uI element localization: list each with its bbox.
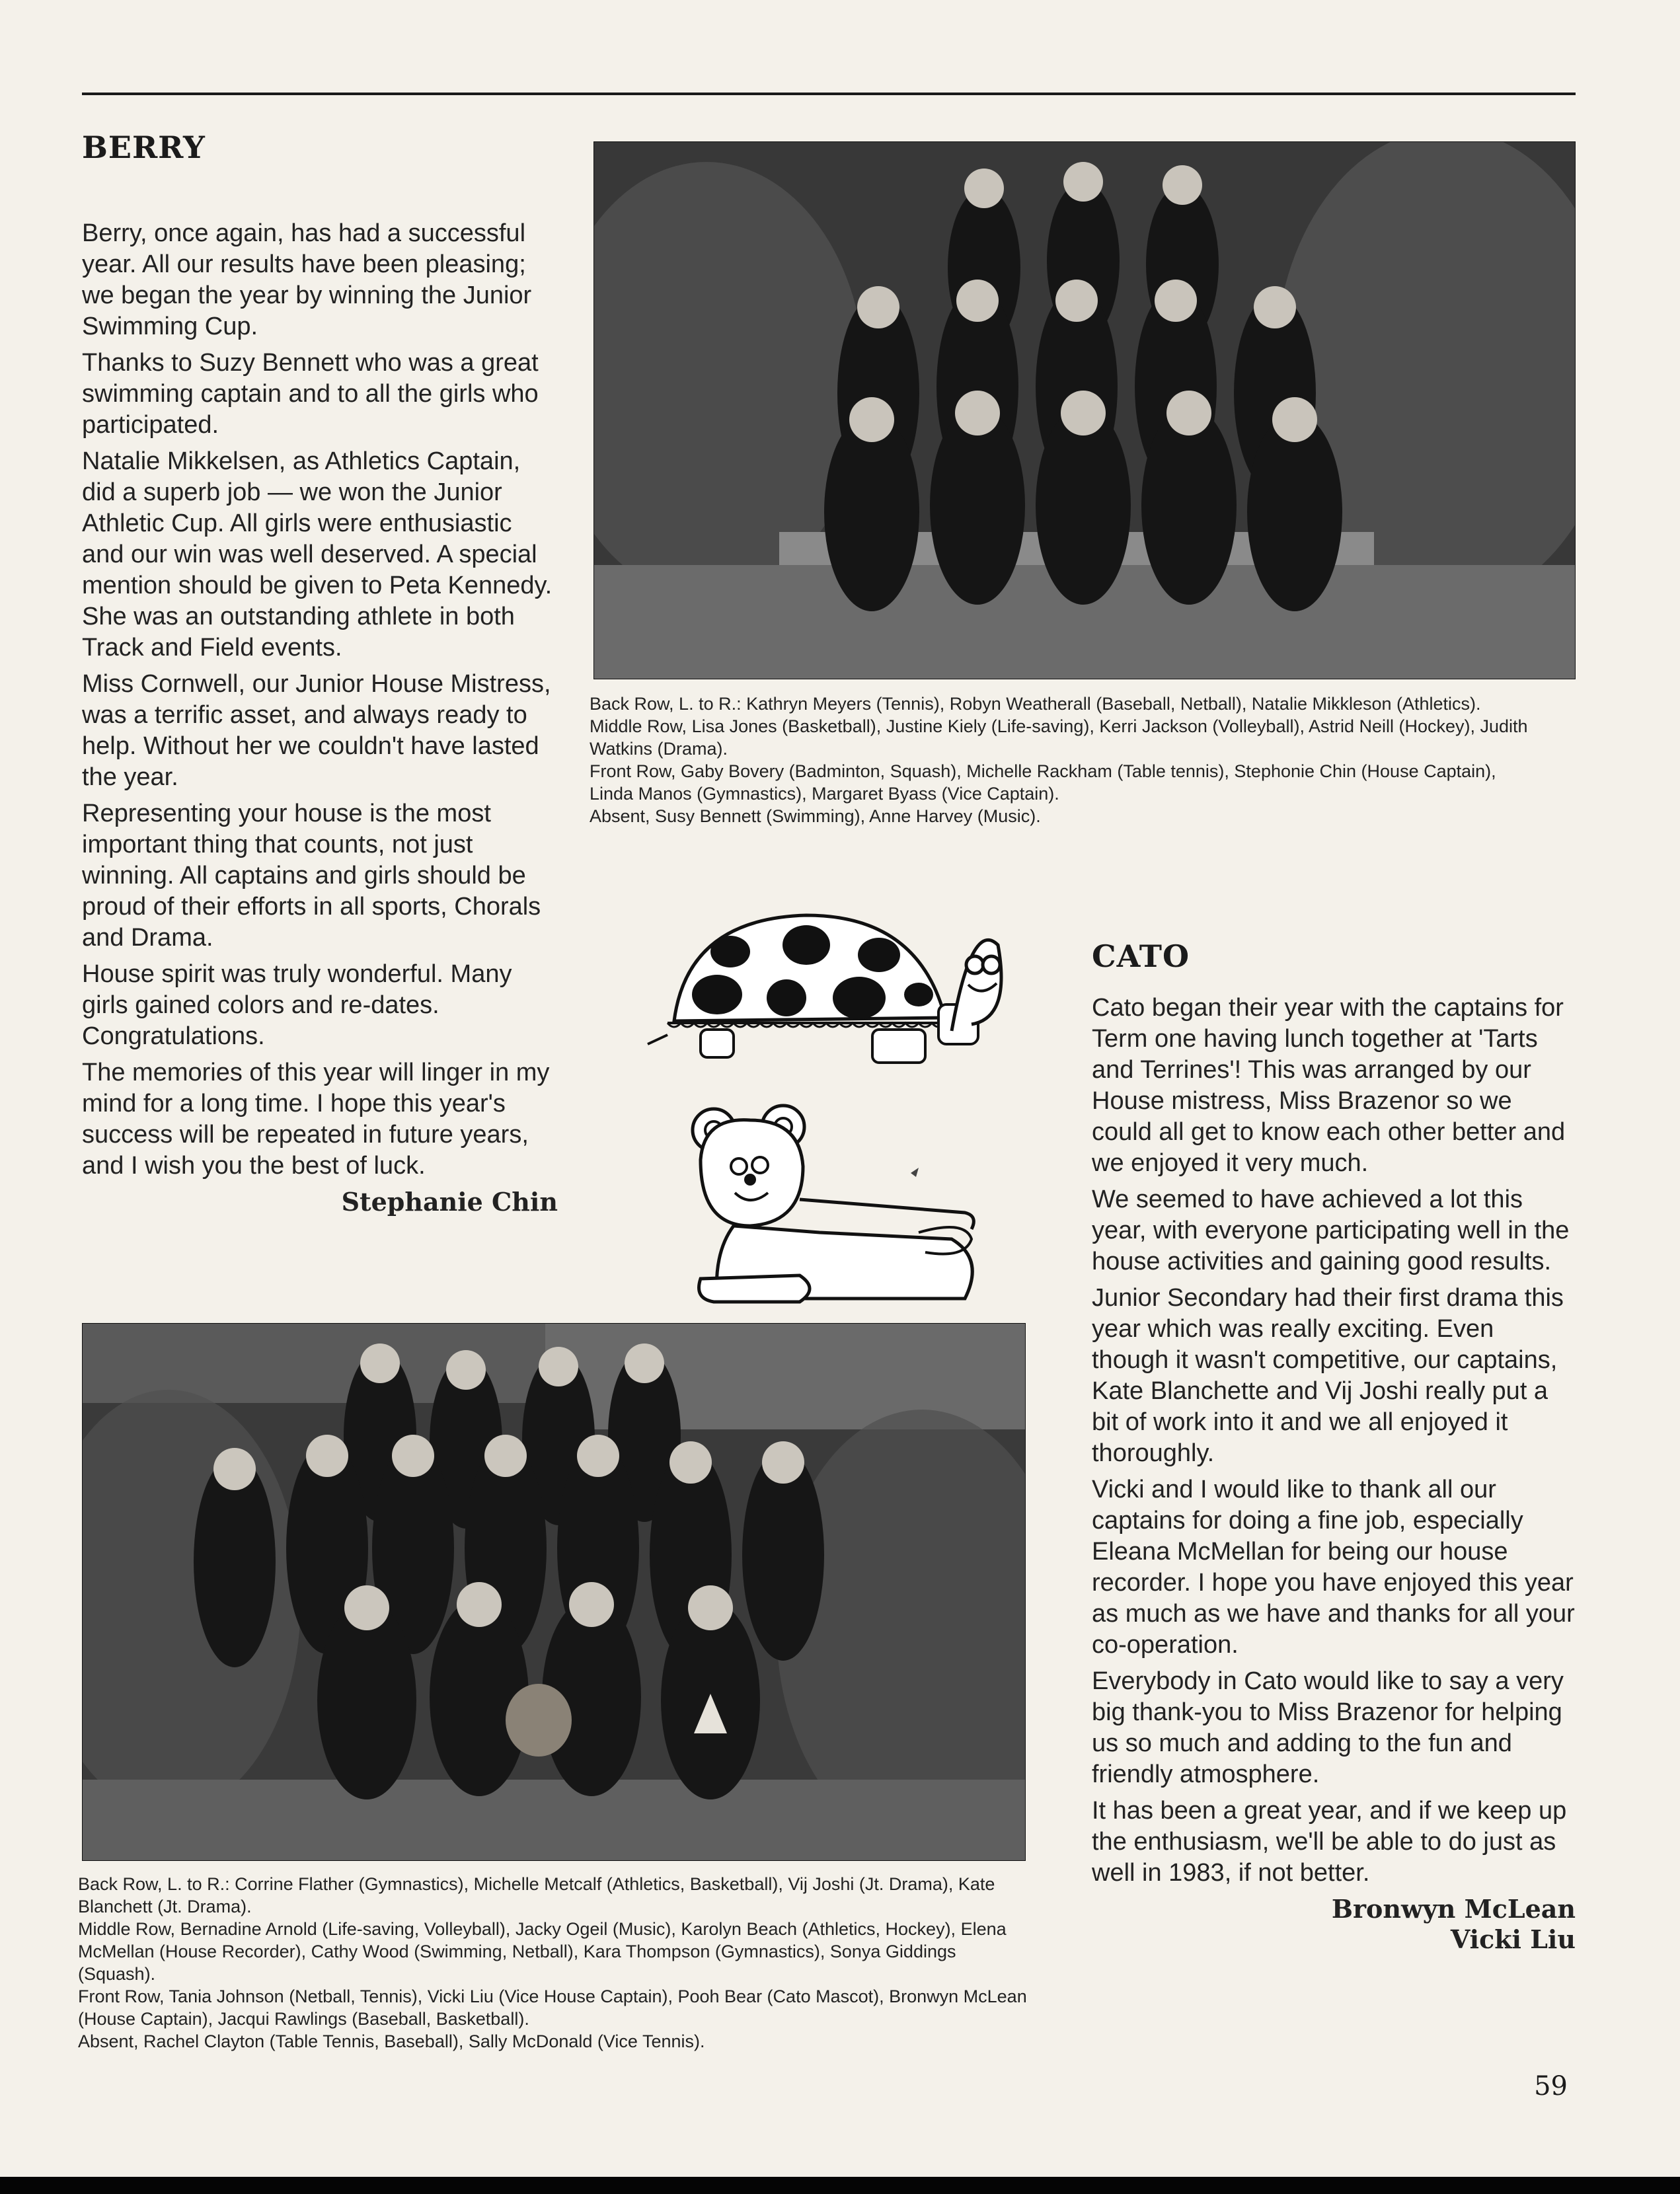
cato-paragraph: Vicki and I would like to thank all our captains for doing a fine job, especially Eleana McMellan for being our house recorder. I hope you have enjoyed this year as much as we have and thanks for all your co-operation. xyxy=(1092,1476,1575,1659)
caption-line: Middle Row, Lisa Jones (Basketball), Justine Kiely (Life-saving), Kerri Jackson (Volleyball), Astrid Neill (Hockey), Judith Watkins (Drama). xyxy=(590,716,1528,759)
berry-article xyxy=(82,218,558,1217)
cato-paragraph: Everybody in Cato would like to say a very big thank-you to Miss Brazenor for helping us so much and adding to the fun and friendly atmosphere. xyxy=(1092,1667,1564,1788)
cato-group-photo xyxy=(82,1323,1026,1861)
berry-paragraph: Berry, once again, has had a successful year. All our results have been pleasing; we began the year by winning the Junior Swimming Cup. xyxy=(82,219,532,340)
berry-group-photo xyxy=(593,141,1576,679)
cato-signature: Bronwyn McLean xyxy=(1331,1894,1576,1924)
berry-paragraph: Natalie Mikkelsen, as Athletics Captain, did a superb job — we won the Junior Athletic Cup. All girls were enthusiastic and our win was well deserved. A special mention should be given to Peta Kennedy. She was an outstanding athlete in both Track and Field events. xyxy=(82,447,553,662)
bear-drawing xyxy=(687,1100,1005,1312)
berry-paragraph: Miss Cornwell, our Junior House Mistress, was a terrific asset, and always ready to help. Without her we couldn't have lasted the year. xyxy=(82,670,551,791)
berry-heading: BERRY xyxy=(82,130,206,165)
berry-paragraph: Thanks to Suzy Bennett who was a great swimming captain and to all the girls who participated. xyxy=(82,349,539,439)
berry-caption xyxy=(590,693,1528,827)
caption-line: Front Row, Gaby Bovery (Badminton, Squash), Michelle Rackham (Table tennis), Stephonie Chin (House Captain), Linda Manos (Gymnastics), Margaret Byass (Vice Captain). xyxy=(590,761,1496,804)
caption-line: Absent, Susy Bennett (Swimming), Anne Harvey (Music). xyxy=(590,806,1041,826)
berry-paragraph: Representing your house is the most important thing that counts, not just winning. All captains and girls should be proud of their efforts in all sports, Chorals and Drama. xyxy=(82,800,541,952)
cato-signature: Vicki Liu xyxy=(1450,1924,1576,1954)
page-number: 59 xyxy=(1534,2071,1568,2101)
scan-edge xyxy=(0,2177,1680,2194)
cato-paragraph: It has been a great year, and if we keep up the enthusiasm, we'll be able to do just as well in 1983, if not better. xyxy=(1092,1797,1567,1887)
turtle-drawing xyxy=(641,905,1038,1084)
cato-caption xyxy=(78,1873,1030,2053)
cato-heading: CATO xyxy=(1092,938,1190,974)
berry-signature: Stephanie Chin xyxy=(341,1187,558,1217)
cato-article xyxy=(1092,993,1576,1955)
cato-paragraph: Junior Secondary had their first drama this year which was really exciting. Even though it wasn't competitive, our captains, Kate Blanchette and Vij Joshi really put a bit of work into it and we all enjoyed it thoroughly. xyxy=(1092,1284,1564,1467)
top-rule xyxy=(82,93,1576,95)
caption-line: Front Row, Tania Johnson (Netball, Tennis), Vicki Liu (Vice House Captain), Pooh Bear (Cato Mascot), Bronwyn McLean (House Captain), Jacqui Rawlings (Baseball, Basketball). xyxy=(78,1986,1027,2029)
caption-line: Absent, Rachel Clayton (Table Tennis, Baseball), Sally McDonald (Vice Tennis). xyxy=(78,2031,705,2051)
cato-paragraph: Cato began their year with the captains for Term one having lunch together at 'Tarts and Terrines'! This was arranged by our House mistress, Miss Brazenor so we could all get to know each other better and we enjoyed it very much. xyxy=(1092,994,1566,1177)
berry-paragraph: The memories of this year will linger in my mind for a long time. I hope this year's success will be repeated in future years, and I wish you the best of luck. xyxy=(82,1059,550,1180)
berry-photo-illustration xyxy=(594,142,1575,679)
caption-line: Back Row, L. to R.: Corrine Flather (Gymnastics), Michelle Metcalf (Athletics, Basketball), Vij Joshi (Jt. Drama), Kate Blanchett (Jt. Drama). xyxy=(78,1874,995,1916)
caption-line: Back Row, L. to R.: Kathryn Meyers (Tennis), Robyn Weatherall (Baseball, Netball), Natalie Mikkleson (Athletics). xyxy=(590,694,1481,714)
berry-paragraph: House spirit was truly wonderful. Many girls gained colors and re-dates. Congratulations. xyxy=(82,960,512,1050)
caption-line: Middle Row, Bernadine Arnold (Life-saving, Volleyball), Jacky Ogeil (Music), Karolyn Beach (Athletics, Hockey), Elena McMellan (House Recorder), Cathy Wood (Swimming, Netball), Kara Thompson (Gymnastics), Sonya Giddings (Squash). xyxy=(78,1919,1007,1984)
cato-paragraph: We seemed to have achieved a lot this year, with everyone participating well in the house activities and gaining good results. xyxy=(1092,1186,1570,1275)
cato-photo-illustration xyxy=(83,1324,1025,1860)
